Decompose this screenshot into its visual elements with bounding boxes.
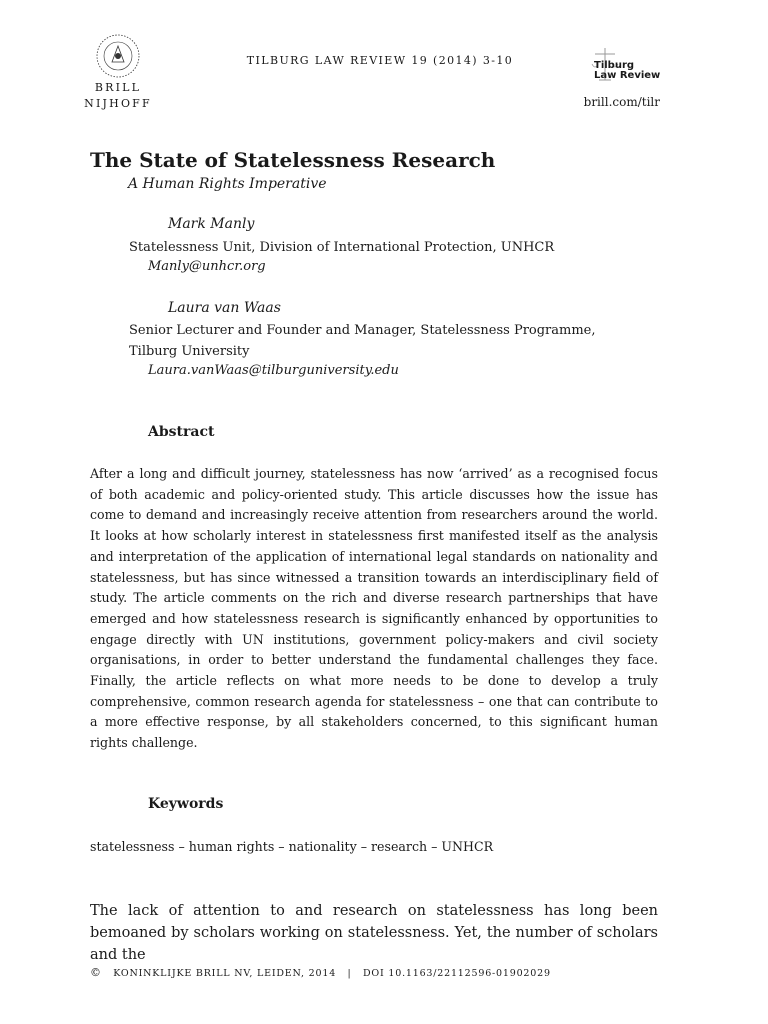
publisher-name-line2: NIJHOFF [84,97,152,110]
logo-line2: Law Review [594,70,661,81]
author-name: Mark Manly [168,216,255,232]
copyright-symbol: © [90,966,102,979]
author-affiliation-line: Senior Lecturer and Founder and Manager, Statelessness Programme, [129,323,596,338]
journal-citation: TILBURG LAW REVIEW 19 (2014) 3-10 [246,54,514,67]
abstract-heading: Abstract [148,424,215,440]
author-affiliation [129,320,596,362]
footer-separator: | [347,968,352,979]
abstract-text: After a long and difficult journey, statelessness has now ‘arrived’ as a recognised focus of both academic and policy-oriented study. This article discusses how the issue has come to demand and increasingly receive attention from researchers around the world. It looks at how scholarly interest in statelessness first manifested itself as the analysis and interpretation of the application of international legal standards on nationality and statelessness, but has since witnessed a transition towards an interdisciplinary field of study. The article comments on the rich and diverse research partnerships that have emerged and how statelessness research is significantly enhanced by opportunities to engage directly with UN institutions, government policy-makers and civil society organisations, in order to better understand the fundamental challenges they face. Finally, the article reflects on what more needs to be done to develop a truly comprehensive, common research agenda for statelessness – one that can contribute to a more effective response, by all stakeholders concerned, to this significant human rights challenge. [90,466,658,751]
logo-line1: Tilburg [594,60,635,71]
journal-url[interactable]: brill.com/tilr [583,95,660,109]
publisher-name-line1: BRILL [94,81,142,94]
body-paragraph: The lack of attention to and research on statelessness has long been bemoaned by scholars working on statelessness. Yet, the number of scholars and the [90,903,658,963]
footer-doi[interactable]: DOI 10.1163/22112596-01902029 [363,968,551,979]
footer-publisher: KONINKLIJKE BRILL NV, LEIDEN, 2014 [113,968,337,979]
keywords-text: statelessness – human rights – nationality – research – UNHCR [90,839,494,854]
author-affiliation [129,237,554,258]
author-affiliation-line: Tilburg University [129,344,250,359]
article-title: The State of Statelessness Research [90,148,496,172]
author-name: Laura van Waas [168,300,281,316]
footer-line [90,966,551,979]
author-email[interactable]: Manly@unhcr.org [148,259,266,274]
author-affiliation-line: Statelessness Unit, Division of International Protection, UNHCR [129,240,555,255]
article-subtitle: A Human Rights Imperative [128,176,327,192]
publisher-name [78,80,158,112]
brill-seal-logo [94,32,142,80]
tilburg-law-review-logo [590,44,660,84]
author-email[interactable]: Laura.vanWaas@tilburguniversity.edu [148,363,399,378]
keywords-heading: Keywords [148,796,224,812]
